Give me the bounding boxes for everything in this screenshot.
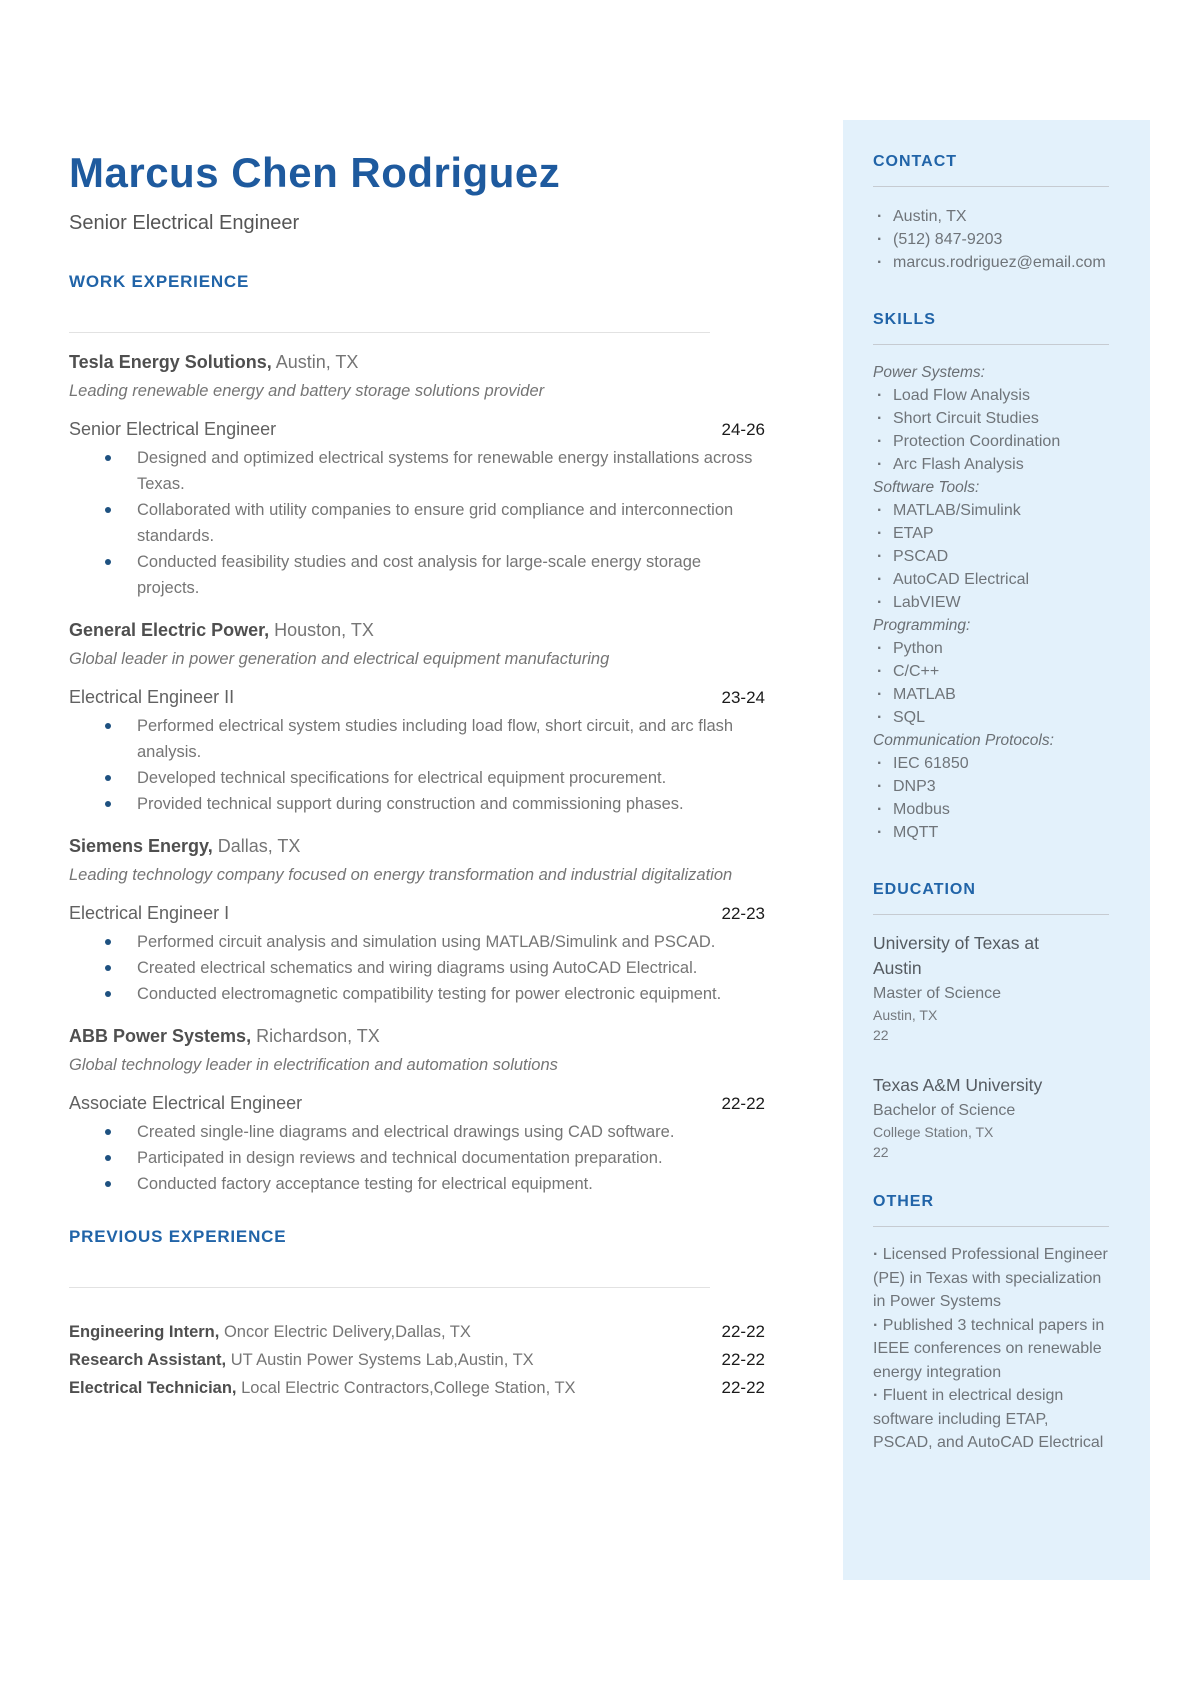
school-location: College Station, TX (873, 1124, 994, 1140)
job-entry (69, 833, 765, 1007)
work-experience-heading: WORK EXPERIENCE (69, 272, 250, 291)
skill-item: · IEC 61850 (873, 752, 1120, 775)
previous-role: Electrical Technician, (69, 1379, 237, 1397)
skill-item: · AutoCAD Electrical (873, 568, 1120, 591)
job-bullet: Conducted electromagnetic compatibility testing for power electronic equipment. (69, 981, 765, 1007)
job-entry (69, 617, 765, 817)
company-name: General Electric Power, (69, 620, 270, 640)
previous-org: Local Electric Contractors,College Station, TX (236, 1379, 576, 1397)
skills-section (873, 361, 1120, 844)
skill-list (873, 752, 1120, 844)
job-dates: 22-23 (721, 904, 765, 923)
other-item: · Published 3 technical papers in IEEE conferences on renewable energy integration (873, 1314, 1108, 1385)
school-location: Austin, TX (873, 1007, 938, 1023)
skill-item: · MATLAB/Simulink (873, 499, 1120, 522)
education-entry (873, 1073, 1120, 1162)
previous-role: Research Assistant, (69, 1351, 227, 1369)
sidebar (843, 120, 1150, 1580)
sidebar-divider (873, 914, 1109, 915)
previous-experience-heading: PREVIOUS EXPERIENCE (69, 1227, 287, 1246)
person-job-title: Senior Electrical Engineer (69, 212, 300, 234)
skill-item: · DNP3 (873, 775, 1120, 798)
company-line (69, 1023, 765, 1049)
skill-item: · ETAP (873, 522, 1120, 545)
skill-list (873, 384, 1120, 476)
job-title-row (69, 900, 765, 927)
company-location: Houston, TX (269, 620, 374, 640)
company-location: Richardson, TX (251, 1026, 380, 1046)
skill-category: Communication Protocols: (873, 732, 1054, 749)
school-year: 22 (873, 1027, 889, 1043)
skill-item: · SQL (873, 706, 1120, 729)
job-bullet-list (69, 1119, 765, 1197)
school-name: Texas A&M University (873, 1075, 1043, 1095)
skill-category: Power Systems: (873, 364, 985, 381)
job-bullet: Conducted factory acceptance testing for electrical equipment. (69, 1171, 765, 1197)
company-description: Global technology leader in electrification and automation solutions (69, 1056, 558, 1074)
job-bullet: Performed electrical system studies including load flow, short circuit, and arc flash analysis. (69, 713, 765, 765)
skill-item: · C/C++ (873, 660, 1120, 683)
job-dates: 23-24 (721, 688, 765, 707)
company-name: Siemens Energy, (69, 836, 213, 856)
section-divider (69, 1287, 710, 1288)
job-bullet: Performed circuit analysis and simulation using MATLAB/Simulink and PSCAD. (69, 929, 765, 955)
school-degree: Bachelor of Science (873, 1102, 1016, 1119)
other-heading: OTHER (873, 1193, 934, 1210)
job-bullet: Developed technical specifications for electrical equipment procurement. (69, 765, 765, 791)
main-column (69, 150, 765, 1402)
education-entry (873, 931, 1120, 1045)
job-title-row (69, 416, 765, 443)
job-title: Electrical Engineer I (69, 903, 230, 923)
previous-dates: 22-22 (721, 1322, 765, 1341)
job-title: Electrical Engineer II (69, 687, 235, 707)
job-entry (69, 349, 765, 601)
job-title-row (69, 1090, 765, 1117)
school-degree: Master of Science (873, 985, 1002, 1002)
person-name: Marcus Chen Rodriguez (69, 149, 561, 196)
previous-experience-row (69, 1318, 765, 1346)
contact-list (873, 205, 1120, 274)
contact-phone: · (512) 847-9203 (873, 228, 1120, 251)
contact-location: · Austin, TX (873, 205, 1120, 228)
job-bullet: Collaborated with utility companies to ensure grid compliance and interconnection standards. (69, 497, 765, 549)
job-bullet-list (69, 445, 765, 601)
skill-item: · Python (873, 637, 1120, 660)
job-bullet: Provided technical support during construction and commissioning phases. (69, 791, 765, 817)
skill-item: · Protection Coordination (873, 430, 1120, 453)
company-name: Tesla Energy Solutions, (69, 352, 272, 372)
skill-item: · Arc Flash Analysis (873, 453, 1120, 476)
skill-item: · Short Circuit Studies (873, 407, 1120, 430)
contact-heading: CONTACT (873, 153, 958, 170)
sidebar-divider (873, 1226, 1109, 1227)
school-name: University of Texas at Austin (873, 933, 1039, 978)
skill-item: · MATLAB (873, 683, 1120, 706)
job-bullet: Created electrical schematics and wiring diagrams using AutoCAD Electrical. (69, 955, 765, 981)
other-list (873, 1243, 1108, 1455)
job-title: Senior Electrical Engineer (69, 419, 277, 439)
company-location: Dallas, TX (212, 836, 301, 856)
company-line (69, 617, 765, 643)
other-item: · Fluent in electrical design software including ETAP, PSCAD, and AutoCAD Electrical (873, 1384, 1108, 1455)
company-description: Leading renewable energy and battery storage solutions provider (69, 382, 545, 400)
skills-heading: SKILLS (873, 311, 936, 328)
previous-role: Engineering Intern, (69, 1323, 220, 1341)
contact-email: · marcus.rodriguez@email.com (873, 251, 1120, 274)
job-bullet: Created single-line diagrams and electrical drawings using CAD software. (69, 1119, 765, 1145)
job-bullet-list (69, 929, 765, 1007)
skill-list (873, 499, 1120, 614)
company-line (69, 833, 765, 859)
previous-experience-row (69, 1374, 765, 1402)
previous-dates: 22-22 (721, 1378, 765, 1397)
skill-category: Software Tools: (873, 479, 980, 496)
skill-item: · Modbus (873, 798, 1120, 821)
section-divider (69, 332, 710, 333)
job-title-row (69, 684, 765, 711)
skill-item: · PSCAD (873, 545, 1120, 568)
previous-org: UT Austin Power Systems Lab,Austin, TX (226, 1351, 534, 1369)
education-heading: EDUCATION (873, 881, 976, 898)
job-dates: 22-22 (721, 1094, 765, 1113)
sidebar-divider (873, 186, 1109, 187)
job-bullet-list (69, 713, 765, 817)
job-dates: 24-26 (721, 420, 765, 439)
skill-item: · MQTT (873, 821, 1120, 844)
previous-dates: 22-22 (721, 1350, 765, 1369)
previous-org: Oncor Electric Delivery,Dallas, TX (219, 1323, 471, 1341)
skill-item: · LabVIEW (873, 591, 1120, 614)
company-line (69, 349, 765, 375)
school-year: 22 (873, 1144, 889, 1160)
job-title: Associate Electrical Engineer (69, 1093, 303, 1113)
company-description: Leading technology company focused on energy transformation and industrial digitalization (69, 866, 733, 884)
job-bullet: Designed and optimized electrical systems for renewable energy installations across Texas. (69, 445, 765, 497)
company-location: Austin, TX (271, 352, 359, 372)
job-bullet: Conducted feasibility studies and cost analysis for large-scale energy storage projects. (69, 549, 765, 601)
skill-list (873, 637, 1120, 729)
other-item: · Licensed Professional Engineer (PE) in Texas with specialization in Power Systems (873, 1243, 1108, 1314)
job-entry (69, 1023, 765, 1197)
sidebar-divider (873, 344, 1109, 345)
company-name: ABB Power Systems, (69, 1026, 252, 1046)
previous-experience-list (69, 1318, 765, 1402)
previous-experience-row (69, 1346, 765, 1374)
skill-item: · Load Flow Analysis (873, 384, 1120, 407)
skill-category: Programming: (873, 617, 971, 634)
company-description: Global leader in power generation and electrical equipment manufacturing (69, 650, 610, 668)
job-bullet: Participated in design reviews and technical documentation preparation. (69, 1145, 765, 1171)
